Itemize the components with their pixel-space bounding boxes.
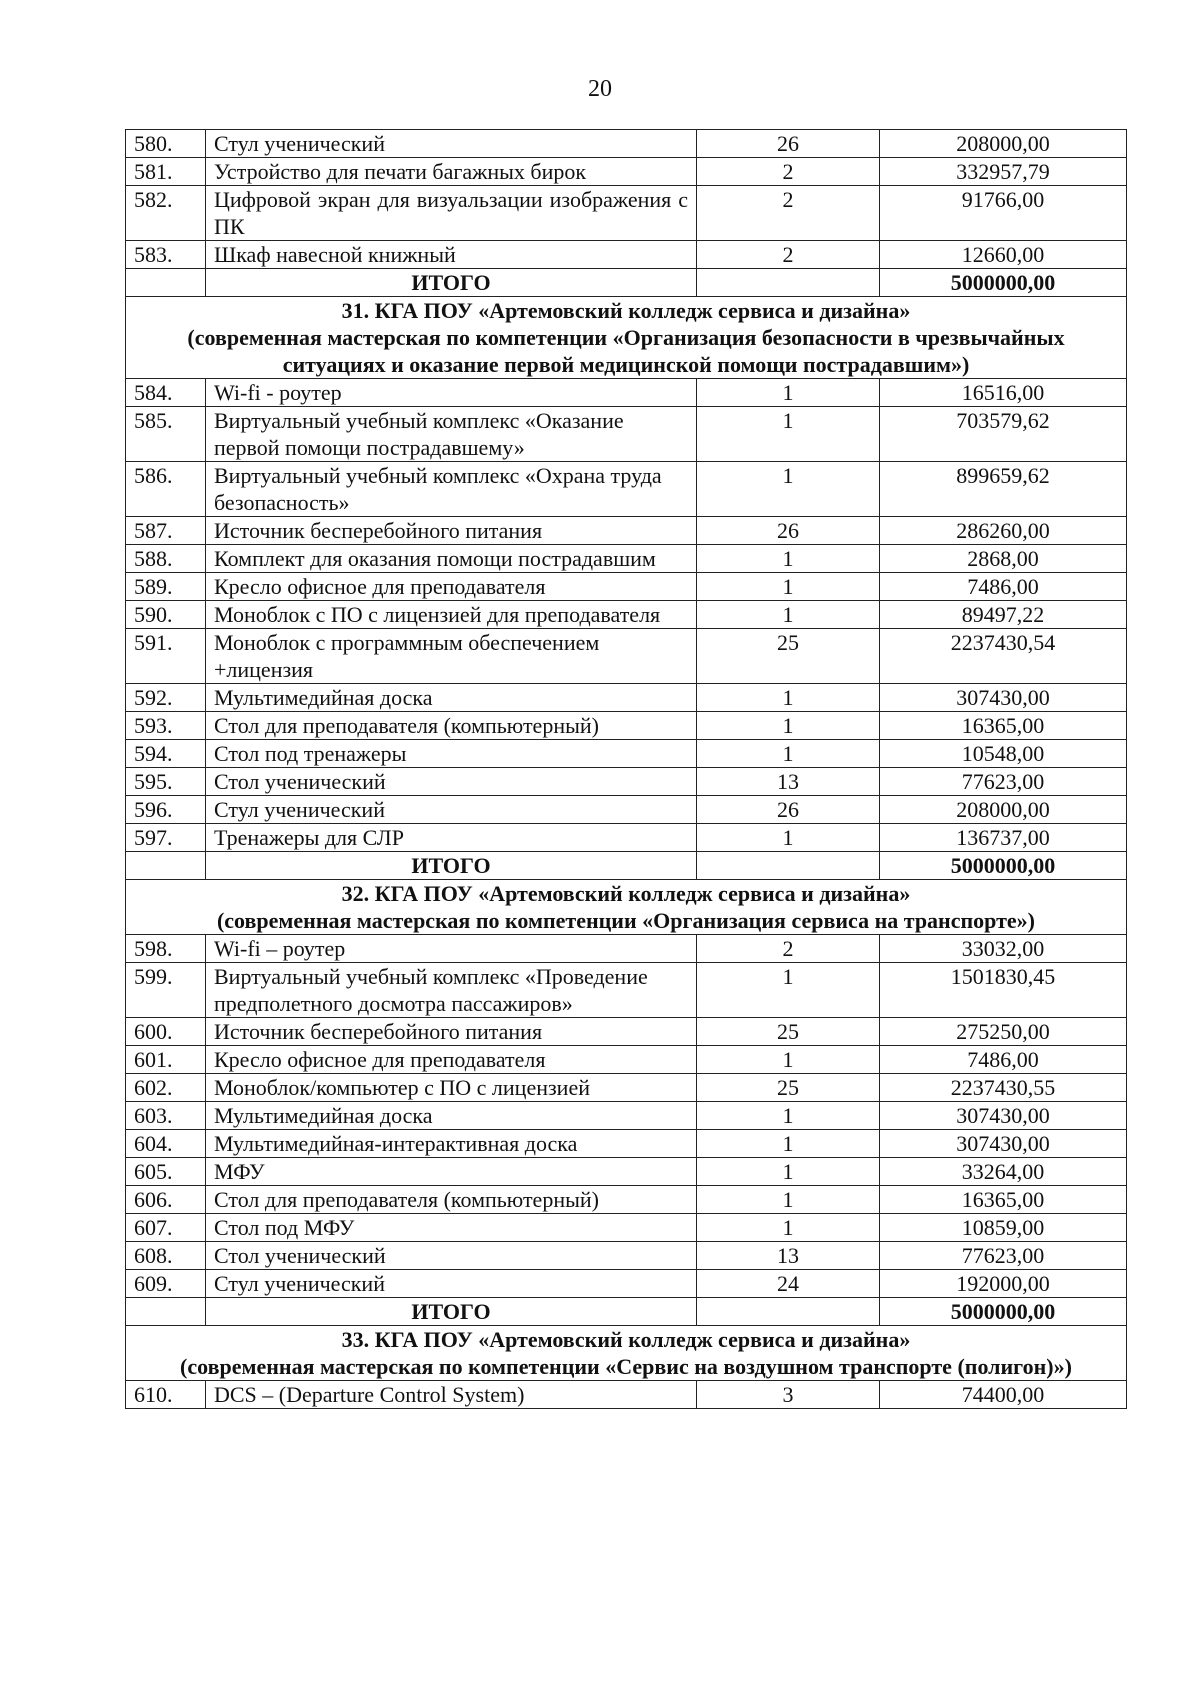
item-quantity: 1 — [697, 379, 880, 407]
item-name: Стол для преподавателя (компьютерный) — [206, 1186, 697, 1214]
item-name: Комплект для оказания помощи пострадавшим — [206, 545, 697, 573]
table-row — [126, 241, 1127, 269]
item-number: 598. — [126, 935, 206, 963]
item-quantity: 2 — [697, 158, 880, 186]
table-row — [126, 1074, 1127, 1102]
item-number: 590. — [126, 601, 206, 629]
item-number: 589. — [126, 573, 206, 601]
item-quantity: 1 — [697, 1102, 880, 1130]
item-price: 2237430,55 — [880, 1074, 1127, 1102]
item-quantity: 26 — [697, 130, 880, 158]
item-number: 594. — [126, 740, 206, 768]
item-name: Мультимедийная доска — [206, 684, 697, 712]
section-header — [126, 297, 1127, 379]
item-price: 1501830,45 — [880, 963, 1127, 1018]
item-name: Стул ученический — [206, 130, 697, 158]
item-name: Тренажеры для СЛР — [206, 824, 697, 852]
table-row — [126, 1186, 1127, 1214]
item-name: Моноблок/компьютер с ПО с лицензией — [206, 1074, 697, 1102]
item-price: 192000,00 — [880, 1270, 1127, 1298]
total-empty-cell — [697, 269, 880, 297]
item-number: 600. — [126, 1018, 206, 1046]
item-price: 703579,62 — [880, 407, 1127, 462]
table-row — [126, 545, 1127, 573]
total-row — [126, 269, 1127, 297]
item-name: Моноблок с программным обеспечением +лицензия — [206, 629, 697, 684]
item-number: 604. — [126, 1130, 206, 1158]
item-number: 581. — [126, 158, 206, 186]
item-quantity: 2 — [697, 935, 880, 963]
item-name: Стол для преподавателя (компьютерный) — [206, 712, 697, 740]
item-price: 77623,00 — [880, 768, 1127, 796]
item-quantity: 1 — [697, 573, 880, 601]
item-price: 332957,79 — [880, 158, 1127, 186]
table-row — [126, 462, 1127, 517]
item-number: 586. — [126, 462, 206, 517]
table-row — [126, 1130, 1127, 1158]
item-number: 597. — [126, 824, 206, 852]
table-row — [126, 629, 1127, 684]
item-quantity: 1 — [697, 1130, 880, 1158]
item-name: Стул ученический — [206, 796, 697, 824]
item-price: 136737,00 — [880, 824, 1127, 852]
item-quantity: 13 — [697, 768, 880, 796]
item-quantity: 1 — [697, 1158, 880, 1186]
table-row — [126, 1242, 1127, 1270]
item-quantity: 24 — [697, 1270, 880, 1298]
table-row — [126, 186, 1127, 241]
item-name: Виртуальный учебный комплекс «Проведение предполетного досмотра пассажиров» — [206, 963, 697, 1018]
item-name: Кресло офисное для преподавателя — [206, 573, 697, 601]
item-price: 2237430,54 — [880, 629, 1127, 684]
section-title: 32. КГА ПОУ «Артемовский колледж сервиса и дизайна» — [341, 881, 911, 906]
total-amount: 5000000,00 — [880, 852, 1127, 880]
item-name: Wi-fi - роутер — [206, 379, 697, 407]
item-number: 587. — [126, 517, 206, 545]
section-subtitle: (современная мастерская по компетенции «Сервис на воздушном транспорте (полигон)») — [180, 1354, 1072, 1379]
item-number: 601. — [126, 1046, 206, 1074]
item-quantity: 1 — [697, 1186, 880, 1214]
table-row — [126, 1381, 1127, 1409]
item-number: 595. — [126, 768, 206, 796]
table-row — [126, 1018, 1127, 1046]
item-name: Мультимедийная-интерактивная доска — [206, 1130, 697, 1158]
item-price: 16365,00 — [880, 1186, 1127, 1214]
item-quantity: 25 — [697, 629, 880, 684]
item-name: Стол под тренажеры — [206, 740, 697, 768]
item-price: 91766,00 — [880, 186, 1127, 241]
item-price: 89497,22 — [880, 601, 1127, 629]
item-name: Шкаф навесной книжный — [206, 241, 697, 269]
item-number: 582. — [126, 186, 206, 241]
table-row — [126, 963, 1127, 1018]
item-name: Источник бесперебойного питания — [206, 517, 697, 545]
item-quantity: 26 — [697, 517, 880, 545]
item-quantity: 13 — [697, 1242, 880, 1270]
equipment-table — [125, 129, 1127, 1409]
section-title: 33. КГА ПОУ «Артемовский колледж сервиса и дизайна» — [341, 1327, 911, 1352]
section-header-row — [126, 1326, 1127, 1381]
item-name: Кресло офисное для преподавателя — [206, 1046, 697, 1074]
item-name: Стол ученический — [206, 768, 697, 796]
item-number: 584. — [126, 379, 206, 407]
item-number: 593. — [126, 712, 206, 740]
item-price: 77623,00 — [880, 1242, 1127, 1270]
table-row — [126, 1102, 1127, 1130]
table-row — [126, 407, 1127, 462]
item-number: 607. — [126, 1214, 206, 1242]
item-name: DCS – (Departure Control System) — [206, 1381, 697, 1409]
item-quantity: 2 — [697, 186, 880, 241]
total-label: ИТОГО — [206, 852, 697, 880]
item-number: 599. — [126, 963, 206, 1018]
item-price: 307430,00 — [880, 1130, 1127, 1158]
item-quantity: 1 — [697, 712, 880, 740]
item-quantity: 1 — [697, 963, 880, 1018]
table-row — [126, 1270, 1127, 1298]
total-empty-cell — [126, 269, 206, 297]
item-number: 596. — [126, 796, 206, 824]
table-row — [126, 796, 1127, 824]
item-quantity: 1 — [697, 462, 880, 517]
table-row — [126, 684, 1127, 712]
item-price: 307430,00 — [880, 684, 1127, 712]
item-quantity: 1 — [697, 545, 880, 573]
table-row — [126, 1158, 1127, 1186]
item-number: 609. — [126, 1270, 206, 1298]
item-name: Устройство для печати багажных бирок — [206, 158, 697, 186]
item-name: Стул ученический — [206, 1270, 697, 1298]
item-price: 307430,00 — [880, 1102, 1127, 1130]
total-row — [126, 852, 1127, 880]
item-quantity: 25 — [697, 1018, 880, 1046]
table-row — [126, 517, 1127, 545]
item-number: 591. — [126, 629, 206, 684]
item-price: 2868,00 — [880, 545, 1127, 573]
table-row — [126, 768, 1127, 796]
item-number: 592. — [126, 684, 206, 712]
item-quantity: 1 — [697, 601, 880, 629]
total-empty-cell — [697, 852, 880, 880]
total-empty-cell — [126, 852, 206, 880]
item-price: 10859,00 — [880, 1214, 1127, 1242]
item-name: Wi-fi – роутер — [206, 935, 697, 963]
section-header — [126, 880, 1127, 935]
item-price: 899659,62 — [880, 462, 1127, 517]
section-header — [126, 1326, 1127, 1381]
item-quantity: 26 — [697, 796, 880, 824]
item-name: Стол под МФУ — [206, 1214, 697, 1242]
item-price: 12660,00 — [880, 241, 1127, 269]
total-label: ИТОГО — [206, 269, 697, 297]
section-header-row — [126, 880, 1127, 935]
table-row — [126, 935, 1127, 963]
item-price: 275250,00 — [880, 1018, 1127, 1046]
item-number: 580. — [126, 130, 206, 158]
item-name: Моноблок с ПО с лицензией для преподавателя — [206, 601, 697, 629]
total-empty-cell — [126, 1298, 206, 1326]
total-label: ИТОГО — [206, 1298, 697, 1326]
item-number: 603. — [126, 1102, 206, 1130]
item-quantity: 1 — [697, 824, 880, 852]
item-number: 606. — [126, 1186, 206, 1214]
table-row — [126, 1214, 1127, 1242]
item-quantity: 25 — [697, 1074, 880, 1102]
item-number: 585. — [126, 407, 206, 462]
table-row — [126, 712, 1127, 740]
item-price: 33264,00 — [880, 1158, 1127, 1186]
item-price: 208000,00 — [880, 130, 1127, 158]
item-quantity: 1 — [697, 740, 880, 768]
item-price: 10548,00 — [880, 740, 1127, 768]
table-row — [126, 130, 1127, 158]
item-number: 588. — [126, 545, 206, 573]
table-row — [126, 824, 1127, 852]
section-title: 31. КГА ПОУ «Артемовский колледж сервиса и дизайна» — [341, 298, 911, 323]
page-number: 20 — [588, 76, 612, 102]
table-row — [126, 573, 1127, 601]
total-amount: 5000000,00 — [880, 269, 1127, 297]
item-quantity: 3 — [697, 1381, 880, 1409]
item-quantity: 1 — [697, 684, 880, 712]
item-name: Виртуальный учебный комплекс «Охрана труда безопасность» — [206, 462, 697, 517]
item-price: 16365,00 — [880, 712, 1127, 740]
total-empty-cell — [697, 1298, 880, 1326]
item-name: Стол ученический — [206, 1242, 697, 1270]
item-number: 605. — [126, 1158, 206, 1186]
table-row — [126, 158, 1127, 186]
item-quantity: 1 — [697, 1214, 880, 1242]
item-price: 208000,00 — [880, 796, 1127, 824]
item-number: 602. — [126, 1074, 206, 1102]
item-name: МФУ — [206, 1158, 697, 1186]
section-subtitle: (современная мастерская по компетенции «Организация сервиса на транспорте») — [216, 908, 1036, 933]
item-quantity: 1 — [697, 407, 880, 462]
item-price: 16516,00 — [880, 379, 1127, 407]
section-subtitle: (современная мастерская по компетенции «Организация безопасности в чрезвычайных ситуациях и оказание первой медицинской помощи пострадавшим») — [187, 325, 1065, 377]
item-name: Виртуальный учебный комплекс «Оказание первой помощи пострадавшему» — [206, 407, 697, 462]
table-row — [126, 1046, 1127, 1074]
table-row — [126, 379, 1127, 407]
item-name: Источник бесперебойного питания — [206, 1018, 697, 1046]
table-row — [126, 601, 1127, 629]
item-name: Цифровой экран для визуальзации изображения с ПК — [206, 186, 697, 241]
item-price: 7486,00 — [880, 573, 1127, 601]
section-header-row — [126, 297, 1127, 379]
total-amount: 5000000,00 — [880, 1298, 1127, 1326]
item-quantity: 2 — [697, 241, 880, 269]
total-row — [126, 1298, 1127, 1326]
item-quantity: 1 — [697, 1046, 880, 1074]
item-price: 7486,00 — [880, 1046, 1127, 1074]
item-price: 286260,00 — [880, 517, 1127, 545]
item-price: 74400,00 — [880, 1381, 1127, 1409]
table-row — [126, 740, 1127, 768]
item-price: 33032,00 — [880, 935, 1127, 963]
item-number: 610. — [126, 1381, 206, 1409]
item-number: 608. — [126, 1242, 206, 1270]
item-number: 583. — [126, 241, 206, 269]
item-name: Мультимедийная доска — [206, 1102, 697, 1130]
